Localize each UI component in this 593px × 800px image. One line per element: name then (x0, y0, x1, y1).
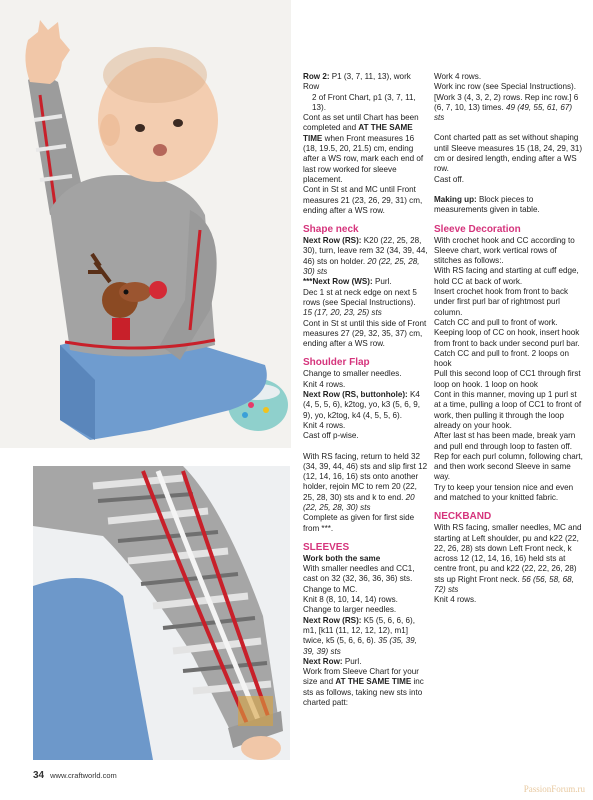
stitch-count: 56 (56, 58, 68, 72) sts (434, 574, 574, 595)
site-url: www.craftworld.com (50, 771, 117, 780)
next-row-ws-label: ***Next Row (WS): (303, 277, 373, 287)
shoulder-text: Knit 4 rows. (303, 379, 346, 389)
purl-text: Purl. (374, 277, 392, 287)
shape-neck-heading: Shape neck (303, 224, 359, 236)
buttonhole-row-label: Next Row (RS, buttonhole): (303, 390, 408, 400)
shoulder-text: Change to smaller needles. (303, 369, 402, 379)
cont-text-3: Cont in St st until this side of Front measures 27 (29, 32, 35, 37) cm, ending after a WS row. (303, 318, 427, 349)
decoration-text: Try to keep your tension nice and even and matched to your knitted fabric. (434, 482, 574, 502)
decoration-text: Catch CC and pull to front of work. (434, 317, 558, 327)
dec-text: Dec 1 st at neck edge on next 5 rows (see Special Instructions). (303, 287, 417, 307)
cont-text-2: when Front measures 16 (18, 19.5, 20, 21.5) cm, ending after a WS row, mark each end of last row worked for sleeve placement. (303, 133, 424, 184)
sleeve-illustration (33, 466, 290, 760)
shoulder-text: Cast off p-wise. (303, 431, 359, 441)
decoration-text: Keeping loop of CC on hook, insert hook from front to back under second purl bar. (434, 328, 580, 348)
sleeve-chart-text-2: inc sts as follows, taking new sts into charted patt: (303, 677, 424, 708)
shoulder-text: Knit 4 rows. (303, 420, 346, 430)
sleeve-text: [Work 3 (4, 3, 2, 2) rows. Rep inc row.] 6 (6, 7, 10, 13) times. (434, 92, 579, 112)
row2-label: Row 2: (303, 72, 330, 81)
decoration-text: With crochet hook and CC according to Sleeve chart, work vertical rows of stitches as follows:. (434, 235, 575, 266)
next-row-label: Next Row (RS): (303, 615, 362, 625)
sleeve-text: Knit 8 (8, 10, 14, 14) rows. (303, 595, 398, 605)
stitch-count: 35 (35, 39, 39, 39) sts (303, 636, 417, 656)
stitch-count: 15 (17, 20, 23, 25) sts (303, 308, 382, 318)
watermark: PassionForum.ru (523, 784, 585, 794)
next-row-label: Next Row (RS): (303, 236, 362, 246)
cont-text: Cont as set until Chart has been completed and (303, 113, 419, 133)
baby-photo (0, 0, 291, 448)
sleeves-heading: SLEEVES (303, 541, 350, 553)
sleeve-text: Change to larger needles. (303, 605, 397, 615)
page-footer (33, 770, 117, 781)
decoration-text: Insert crochet hook from front to back under first purl bar of rightmost purl column. (434, 287, 569, 317)
sleeve-inc-text: K5 (5, 6, 6, 6), m1, [k11 (11, 12, 12, 12), m1] twice, k5 (5, 6, 6, 6). (303, 615, 416, 646)
decoration-text: Cont in this manner, moving up 1 purl st at a time, pulling a loop of CC1 to front of work, then pulling it through the loop already on your hook. (434, 390, 582, 430)
decoration-text: Rep for each purl column, following chart, and then work second Sleeve in same way. (434, 451, 583, 482)
stitch-count: 20 (22, 25, 28, 30) sts (303, 492, 415, 512)
making-up-label: Making up: (434, 194, 477, 204)
text-column-2 (434, 72, 584, 606)
next-row-label: Next Row: (303, 656, 343, 666)
decoration-text: Pull this second loop of CC1 through first loop on hook. 1 loop on hook (434, 369, 581, 389)
neckband-text: With RS facing, smaller needles, MC and starting at Left shoulder, pu and k22 (22, 22, 26, 28) sts down Left Front neck, k across 12 (12, 14, 16, 16) held sts at centre front, pu and k22 (22, 22, 26, 28) sts up Right Front neck. (434, 523, 582, 584)
decoration-text: With RS facing and starting at cuff edge, hold CC at back of work. (434, 266, 579, 286)
stitch-count: 20 (22, 25, 28, 30) sts (303, 256, 420, 277)
sleeve-text: Work inc row (see Special Instructions). (434, 82, 576, 92)
text-column-1 (303, 72, 429, 708)
sleeve-decoration-heading: Sleeve Decoration (434, 223, 521, 235)
complete-text: Complete as given for first side from ***. (303, 513, 415, 533)
buttonhole-text: K4 (4, 5, 5, 6), k2tog, yo, k3 (5, 6, 9, 9), yo, k2tog, k4 (4, 5, 5, 6). (303, 390, 420, 420)
neckband-text: Knit 4 rows. (434, 595, 477, 605)
baby-illustration (0, 0, 291, 448)
sleeve-text: With smaller needles and CC1, cast on 32 (32, 36, 36, 36) sts. (303, 564, 415, 584)
decoration-text: After last st has been made, break yarn and pull end through loop to fasten off. (434, 431, 576, 451)
row2-text-cont: 2 of Front Chart, p1 (3, 7, 11, 13). (312, 92, 416, 112)
page-number: 34 (33, 770, 45, 781)
cont-st-st: Cont in St st and MC until Front measures 21 (23, 26, 29, 31) cm, ending after a WS row. (303, 185, 423, 215)
sleeve-closeup-photo (30, 463, 293, 763)
work-both-label: Work both the same (303, 553, 381, 563)
purl-text: Purl. (344, 656, 362, 666)
shoulder-flap-heading: Shoulder Flap (303, 357, 370, 369)
stitch-count: 49 (49, 55, 61, 67) sts (434, 102, 573, 123)
decoration-text: Catch CC and pull to front. 2 loops on hook (434, 348, 569, 369)
return-held-text: With RS facing, return to held 32 (34, 39, 44, 46) sts and slip first 12 (12, 14, 16, 16) sts onto another holder, rejoin MC to rem 20 (22, 25, 28, 30) sts and k to end. (303, 451, 428, 502)
row2-text: P1 (3, 7, 11, 13), work Row (303, 72, 411, 92)
same-time-label: AT THE SAME TIME (335, 677, 412, 687)
cast-off-text: Cast off. (434, 174, 464, 184)
shape-neck-row: K20 (22, 25, 28, 30), turn, leave rem 32 (34, 39, 44, 46) sts on holder. (303, 236, 428, 266)
sleeve-chart-text: Work from Sleeve Chart for your size and (303, 667, 419, 687)
sleeve-text: Cont charted patt as set without shaping until Sleeve measures 15 (18, 24, 29, 31) cm or desired length, ending after a WS row. (434, 133, 583, 174)
making-up-text: Block pieces to measurements given in table. (434, 194, 540, 215)
neckband-heading: NECKBAND (434, 511, 492, 523)
sleeve-text: Work 4 rows. (434, 72, 482, 81)
same-time-label: AT THE SAME TIME (303, 123, 413, 143)
sleeve-text: Change to MC. (303, 584, 358, 594)
